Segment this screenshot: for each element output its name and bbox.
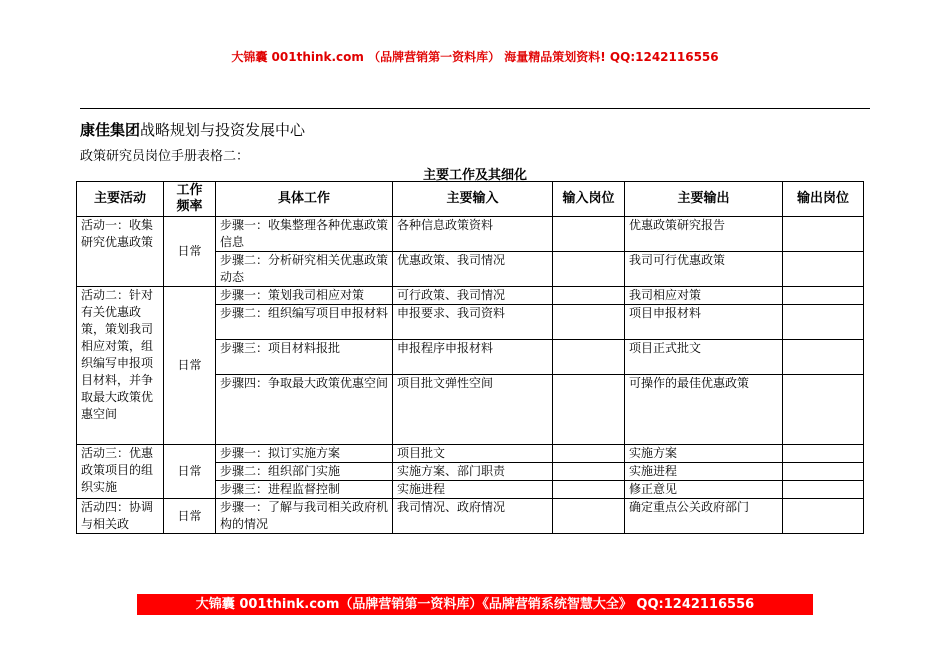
output-post-cell [783,305,864,340]
work-cell: 步骤四：争取最大政策优惠空间 [216,375,393,445]
col-header-input-post: 输入岗位 [553,182,625,217]
output-post-cell [783,340,864,375]
output-post-cell [783,217,864,252]
output-cell: 项目正式批文 [625,340,783,375]
work-detail-table [76,181,864,534]
bottom-banner: 大锦囊 001think.com（品牌营销第一资料库）《品牌营销系统智慧大全》 QQ:1242116556 [137,594,813,615]
col-header-frequency-text: 工作频率 [176,183,203,214]
col-header-output-post: 输出岗位 [783,182,864,217]
input-cell: 我司情况、政府情况 [393,499,553,534]
input-post-cell [553,287,625,305]
col-header-input: 主要输入 [393,182,553,217]
table-row [77,217,864,252]
output-cell: 优惠政策研究报告 [625,217,783,252]
input-cell: 申报程序申报材料 [393,340,553,375]
input-post-cell [553,481,625,499]
output-post-cell [783,252,864,287]
input-cell: 实施进程 [393,481,553,499]
input-post-cell [553,217,625,252]
input-post-cell [553,463,625,481]
table-row [77,287,864,305]
input-cell: 优惠政策、我司情况 [393,252,553,287]
output-post-cell [783,481,864,499]
output-post-cell [783,463,864,481]
output-cell: 修正意见 [625,481,783,499]
output-post-cell [783,499,864,534]
output-post-cell [783,375,864,445]
org-department: 战略规划与投资发展中心 [140,121,306,139]
output-cell: 可操作的最佳优惠政策 [625,375,783,445]
table-row [77,445,864,463]
organization-title [80,119,305,140]
work-cell: 步骤二：组织编写项目申报材料 [216,305,393,340]
work-cell: 步骤一：了解与我司相关政府机构的情况 [216,499,393,534]
input-cell: 项目批文弹性空间 [393,375,553,445]
header-row [77,182,864,217]
work-cell: 步骤二：分析研究相关优惠政策动态 [216,252,393,287]
work-cell: 步骤一：策划我司相应对策 [216,287,393,305]
input-cell: 项目批文 [393,445,553,463]
work-cell: 步骤二：组织部门实施 [216,463,393,481]
work-cell: 步骤三：进程监督控制 [216,481,393,499]
input-post-cell [553,499,625,534]
output-post-cell [783,445,864,463]
activity-cell: 活动四：协调与相关政 [77,499,164,534]
header-divider [80,108,870,109]
output-cell: 实施进程 [625,463,783,481]
input-post-cell [553,375,625,445]
input-cell: 各种信息政策资料 [393,217,553,252]
output-cell: 我司相应对策 [625,287,783,305]
work-cell: 步骤一：收集整理各种优惠政策信息 [216,217,393,252]
frequency-cell: 日常 [164,499,216,534]
table-title: 主要工作及其细化 [422,168,527,183]
form-subtitle: 政策研究员岗位手册表格二： [80,149,250,164]
col-header-output: 主要输出 [625,182,783,217]
input-post-cell [553,305,625,340]
col-header-work: 具体工作 [216,182,393,217]
col-header-activity: 主要活动 [77,182,164,217]
frequency-cell: 日常 [164,445,216,499]
frequency-cell: 日常 [164,287,216,445]
output-cell: 我司可行优惠政策 [625,252,783,287]
table-body [77,217,864,534]
input-cell: 实施方案、部门职责 [393,463,553,481]
activity-cell: 活动二：针对有关优惠政策，策划我司相应对策，组织编写申报项目材料，并争取最大政策优惠空间 [77,287,164,445]
input-cell: 申报要求、我司资料 [393,305,553,340]
output-cell: 项目申报材料 [625,305,783,340]
input-post-cell [553,445,625,463]
output-cell: 确定重点公关政府部门 [625,499,783,534]
input-post-cell [553,340,625,375]
output-post-cell [783,287,864,305]
org-name: 康佳集团 [80,121,141,139]
col-header-frequency [164,182,216,217]
input-post-cell [553,252,625,287]
output-cell: 实施方案 [625,445,783,463]
top-banner: 大锦囊 001think.com （品牌营销第一资料库） 海量精品策划资料! QQ:1242116556 [231,50,719,64]
table-row [77,499,864,534]
activity-cell: 活动三：优惠政策项目的组织实施 [77,445,164,499]
input-cell: 可行政策、我司情况 [393,287,553,305]
frequency-cell: 日常 [164,217,216,287]
work-cell: 步骤三：项目材料报批 [216,340,393,375]
activity-cell: 活动一：收集研究优惠政策 [77,217,164,287]
work-cell: 步骤一：拟订实施方案 [216,445,393,463]
